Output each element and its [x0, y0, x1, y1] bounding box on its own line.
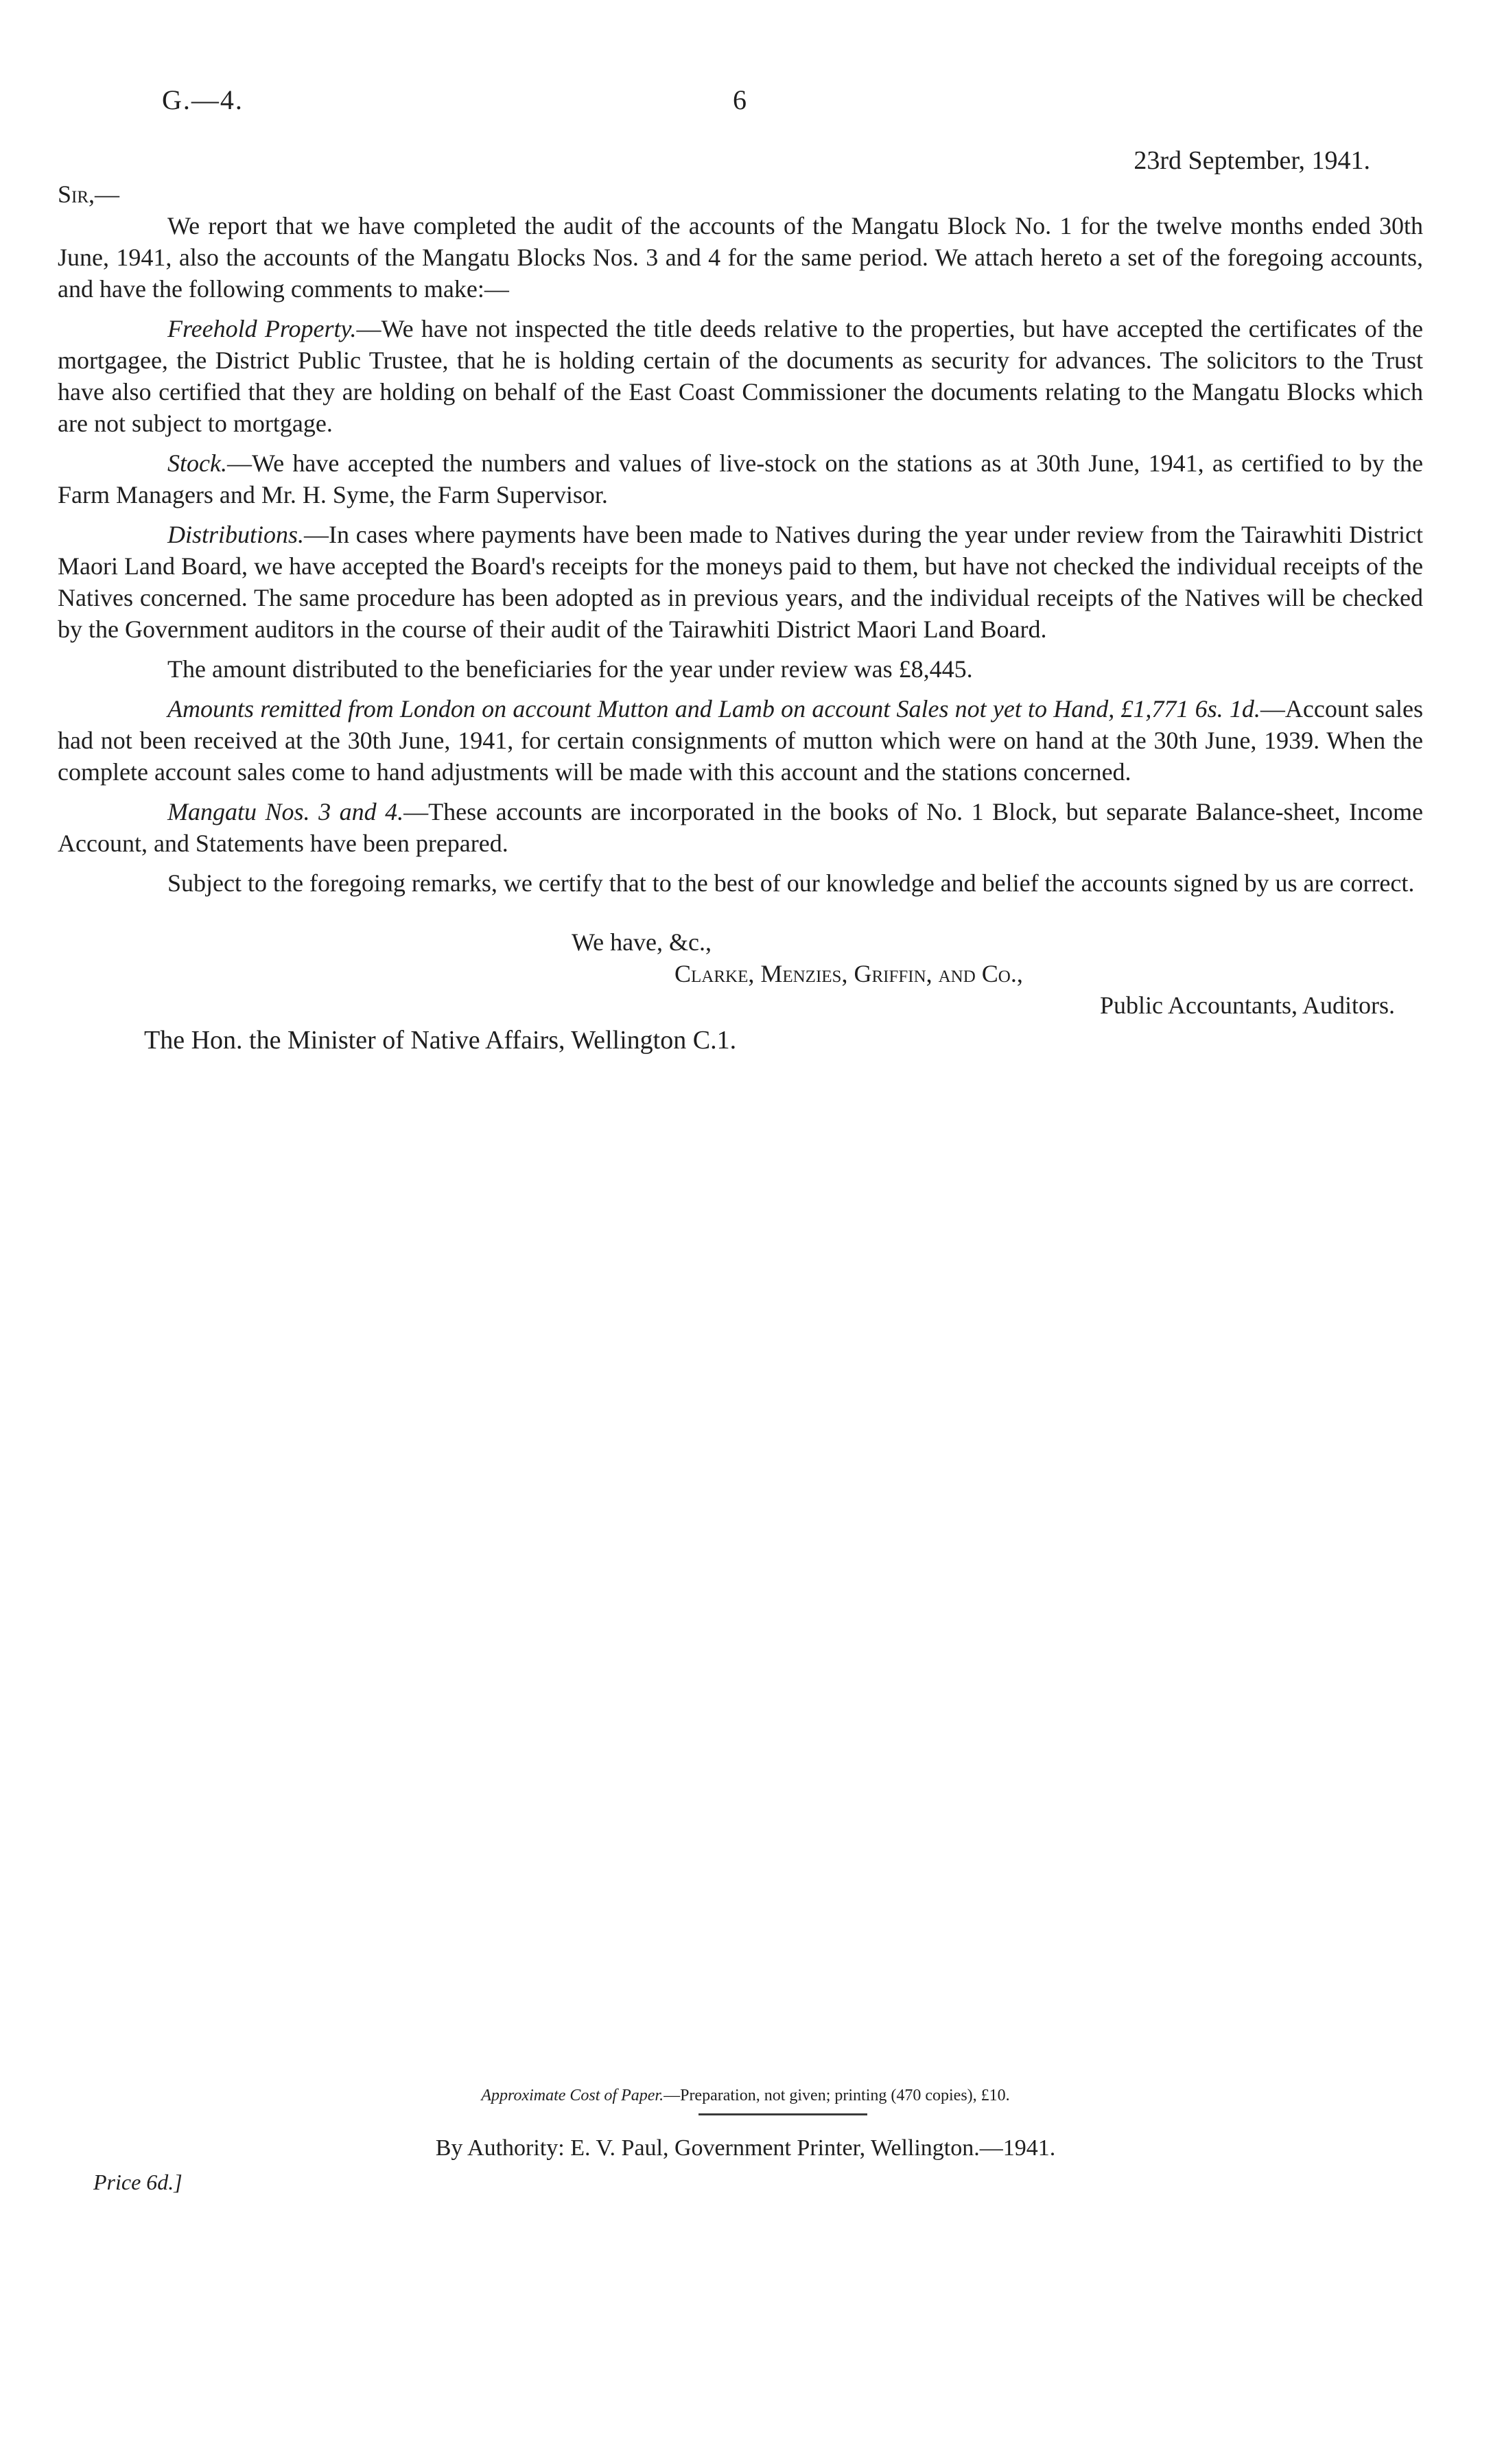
- footer-divider: [698, 2113, 867, 2115]
- heading-amounts-remitted: Amounts remitted from London on account Mutton and Lamb on account Sales not yet to Hand, £1,771 6s. 1d.: [167, 695, 1260, 723]
- report-reference: G.—4.: [162, 84, 244, 115]
- heading-mangatu: Mangatu Nos. 3 and 4.: [167, 798, 404, 825]
- price: Price 6d.]: [93, 2170, 183, 2194]
- paragraph-mangatu: [58, 796, 1423, 859]
- text-amounts-remitted: —Account sales had not been received at the 30th June, 1941, for certain consignments of mutton which were on hand at the 30th June, 1939. When the complete account sales come to hand adjustments will be made with this account and the stations concerned.: [58, 695, 1423, 786]
- paragraph-intro: We report that we have completed the audit of the accounts of the Mangatu Block No. 1 for the twelve months ended 30th June, 1941, also the accounts of the Mangatu Blocks Nos. 3 and 4 for the same period. We attach hereto a set of the foregoing accounts, and have the following comments to make:—: [58, 212, 1423, 303]
- letter-body: [58, 210, 1423, 907]
- cost-text: —Preparation, not given; printing (470 copies), £10.: [664, 2087, 1010, 2104]
- text-freehold-property: —We have not inspected the title deeds relative to the properties, but have accepted the certificates of the mortgagee, the District Public Trustee, that he is holding certain of the documents as security for advances. The solicitors to the Trust have also certified that they are holding on behalf of the East Coast Commissioner the documents relating to the Mangatu Blocks which are not subject to mortgage.: [58, 315, 1423, 437]
- letter-closing: [572, 926, 1395, 1021]
- paragraph-stock: [58, 447, 1423, 511]
- page-number: 6: [733, 84, 747, 115]
- signatory-name: Clarke, Menzies, Griffin, and Co.,: [674, 960, 1023, 987]
- paragraph-distributions: [58, 519, 1423, 645]
- paragraph-certification: Subject to the foregoing remarks, we certify that to the best of our knowledge and belief the accounts signed by us are correct.: [167, 869, 1415, 897]
- letter-date: 23rd September, 1941.: [1134, 146, 1370, 175]
- addressee: The Hon. the Minister of Native Affairs, Wellington C.1.: [144, 1026, 737, 1055]
- paragraph-amounts-remitted: [58, 693, 1423, 788]
- heading-stock: Stock.: [167, 449, 227, 477]
- cost-of-paper-note: [0, 2087, 1491, 2105]
- cost-label: Approximate Cost of Paper.: [481, 2087, 664, 2104]
- paragraph-freehold-property: [58, 313, 1423, 439]
- signatory-title: Public Accountants, Auditors.: [1100, 992, 1395, 1019]
- salutation: Sir,—: [58, 180, 120, 208]
- paragraph-amount-distributed: The amount distributed to the beneficiaries for the year under review was £8,445.: [167, 655, 973, 683]
- text-distributions: —In cases where payments have been made to Natives during the year under review from the Tairawhiti District Maori Land Board, we have accepted the Board's receipts for the moneys paid to them, but have not checked the individual receipts of the Natives concerned. The same procedure has been adopted as in previous years, and the individual receipts of the Natives will be checked by the Government auditors in the course of their audit of the Tairawhiti District Maori Land Board.: [58, 521, 1423, 643]
- printer-authority: By Authority: E. V. Paul, Government Printer, Wellington.—1941.: [435, 2135, 1056, 2161]
- heading-freehold-property: Freehold Property.: [167, 315, 357, 342]
- text-stock: —We have accepted the numbers and values of live-stock on the stations as at 30th June, 1941, as certified to by the Farm Managers and Mr. H. Syme, the Farm Supervisor.: [58, 449, 1423, 508]
- heading-distributions: Distributions.: [167, 521, 305, 548]
- text-mangatu: —These accounts are incorporated in the books of No. 1 Block, but separate Balance-sheet, Income Account, and Statements have been prepared.: [58, 798, 1423, 857]
- closing-line: We have, &c.,: [572, 928, 712, 956]
